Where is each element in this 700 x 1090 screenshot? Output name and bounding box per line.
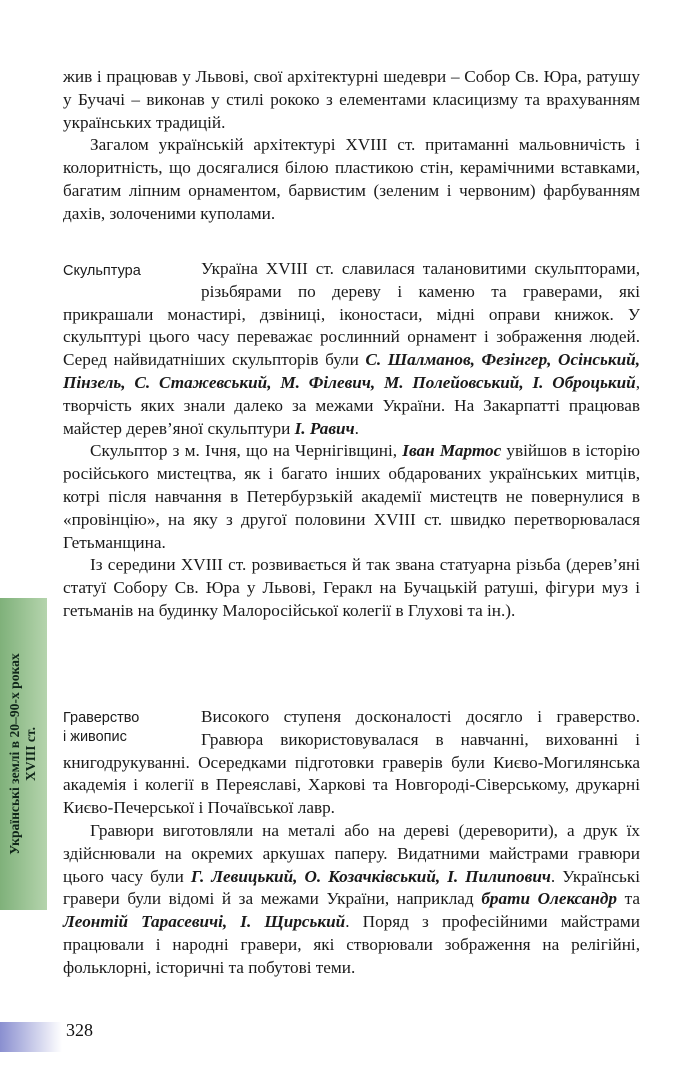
engraver-brothers: брати Олександр bbox=[481, 889, 617, 909]
sculpture-end: . bbox=[354, 418, 359, 438]
martos-intro: Скульптор з м. Ічня, що на Чернігівщині, bbox=[90, 441, 398, 461]
paragraph-lviv: жив і працював у Львові, свої архітектурні шедеври – Собор Св. Юра, ратушу у Бучачі – виконав у стилі рококо з елементами класицизму та врахуванням українських традицій. bbox=[63, 67, 640, 132]
engraving-block bbox=[63, 706, 640, 980]
paragraph-sculptors bbox=[63, 258, 640, 440]
engraver-names-2: Леонтій Тарасевичі, І. Щирський bbox=[63, 912, 346, 932]
sculpture-block bbox=[63, 258, 640, 623]
chapter-title-line-2: XVIII ст. bbox=[23, 727, 38, 782]
page-number-band bbox=[0, 1022, 62, 1052]
chapter-side-tab-label bbox=[7, 653, 39, 854]
sidebar-spacer-2 bbox=[63, 706, 201, 750]
sculpture-mid-text: , творчість яких знали далеко за межами України. На Закарпатті працював майстер дерев’яної скульптури bbox=[63, 372, 640, 438]
chapter-title-line-1: Українські землі в 20–90-х роках bbox=[7, 653, 22, 855]
engravers-and: та bbox=[624, 889, 640, 909]
sidebar-label-engraving-2: і живопис bbox=[63, 729, 127, 745]
sculptor-names: С. Шалманов, Фезінгер, Осінський, Пінзель, С. Стажевський, М. Філевич, М. Полейовський, І. Оброцький bbox=[63, 350, 640, 392]
engraver-names: Г. Левицький, О. Козачківський, І. Пилипович bbox=[190, 866, 551, 886]
martos-text: увійшов в історію російського мистецтва, як і багато інших обдарованих українських митців, котрі після навчання в Петербурзькій академії мистецтв не повернулися в «провінцію», на яку з другої половини XVIII ст. швидко перетворювалася Гетьманщина. bbox=[63, 441, 641, 552]
sidebar-spacer bbox=[63, 258, 201, 302]
engravers-mid: . Українські гравери були відомі й за межами України, наприклад bbox=[63, 866, 641, 909]
page-number: 328 bbox=[66, 1020, 93, 1040]
paragraph-statues: Із середини XVIII ст. розвивається й так звана статуарна різьба (дерев’яні статуї Собору Св. Юра у Львові, Геракл на Бучацькій ратуші, фігури муз і гетьманів на будинку Малоросійської колегії в Глухові та ін.). bbox=[63, 555, 640, 620]
sculptor-ravych: І. Равич bbox=[294, 418, 355, 438]
engravers-intro: Гравюри виготовляли на металі або на дереві (дереворити), а друк їх здійснювали на окремих аркушах паперу. Видатними майстрами гравюри цього часу були bbox=[63, 820, 640, 886]
intro-block bbox=[63, 66, 640, 226]
martos-name: Іван Мартос bbox=[402, 441, 502, 461]
sidebar-label-engraving-1: Граверство bbox=[63, 710, 140, 726]
engravers-end: . Поряд з професійними майстрами працювали і народні гравери, які створювали зображення на релігійні, фольклорні, історичні та побутові теми. bbox=[63, 912, 640, 977]
paragraph-engravers bbox=[63, 820, 640, 980]
engraving-lead-text: Високого ступеня досконалості досягло і граверство. Гравюра використовувалася в навчанні, вихованні і книгодрукуванні. Осередками підготовки граверів були Києво-Могилянська академія і колегії в Переяславі, Харкові та Новгороді-Сіверському, друкарні Києво-Печерської і Почаївської лавр. bbox=[63, 707, 640, 818]
paragraph-architecture: Загалом українській архітектурі XVIII ст. притаманні мальовничість і колоритність, що досягалися білою пластикою стін, керамічними вставками, багатим ліпним орнаментом, барвистим (зеленим і червоним) фарбуванням дахів, золоченими куполами. bbox=[63, 135, 640, 223]
paragraph-engraving bbox=[63, 706, 640, 820]
sidebar-label-sculpture: Скульптура bbox=[63, 263, 141, 279]
sculpture-lead-text: Україна XVIII ст. славилася талановитими скульпторами, різьбярами по дереву і каменю та граверами, які прикрашали монастирі, дзвіниці, іконостаси, мідні оправи книжок. У скульптурі цього часу переважає рослинний орнамент і зображення людей. Серед найвидатніших скульпторів були bbox=[63, 259, 640, 370]
paragraph-martos bbox=[63, 440, 640, 554]
